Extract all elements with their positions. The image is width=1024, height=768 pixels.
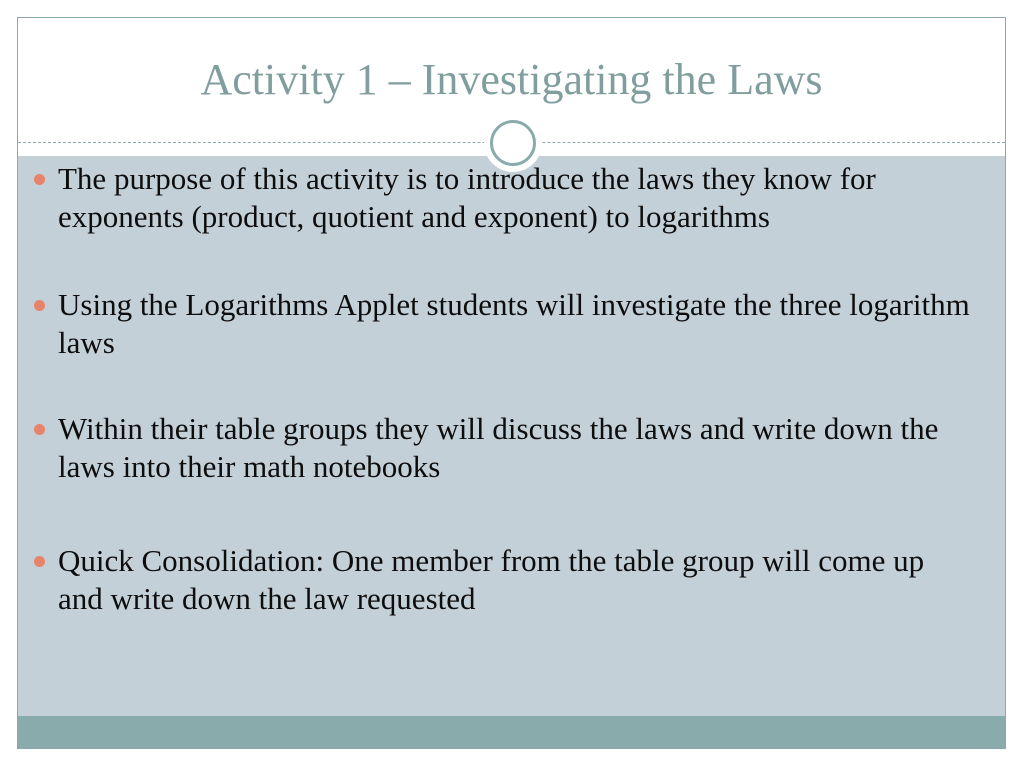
bullet-list <box>32 160 972 618</box>
bullet-item <box>32 410 972 486</box>
slide-title: Activity 1 – Investigating the Laws <box>200 55 823 104</box>
bullet-dot-icon <box>34 174 45 185</box>
bullet-text: Quick Consolidation: One member from the table group will come up and write down the law requested <box>58 543 925 616</box>
footer-band <box>18 716 1005 749</box>
bullet-item <box>32 542 972 618</box>
bullet-dot-icon <box>34 424 45 435</box>
bullet-text: The purpose of this activity is to introduce the laws they know for exponents (product, quotient and exponent) to logarithms <box>58 161 876 234</box>
bullet-dot-icon <box>34 556 45 567</box>
bullet-text: Using the Logarithms Applet students will investigate the three logarithm laws <box>58 287 970 360</box>
bullet-item <box>32 286 972 362</box>
bullet-text: Within their table groups they will discuss the laws and write down the laws into their math notebooks <box>58 411 939 484</box>
bullet-dot-icon <box>34 300 45 311</box>
bullet-item <box>32 160 972 236</box>
